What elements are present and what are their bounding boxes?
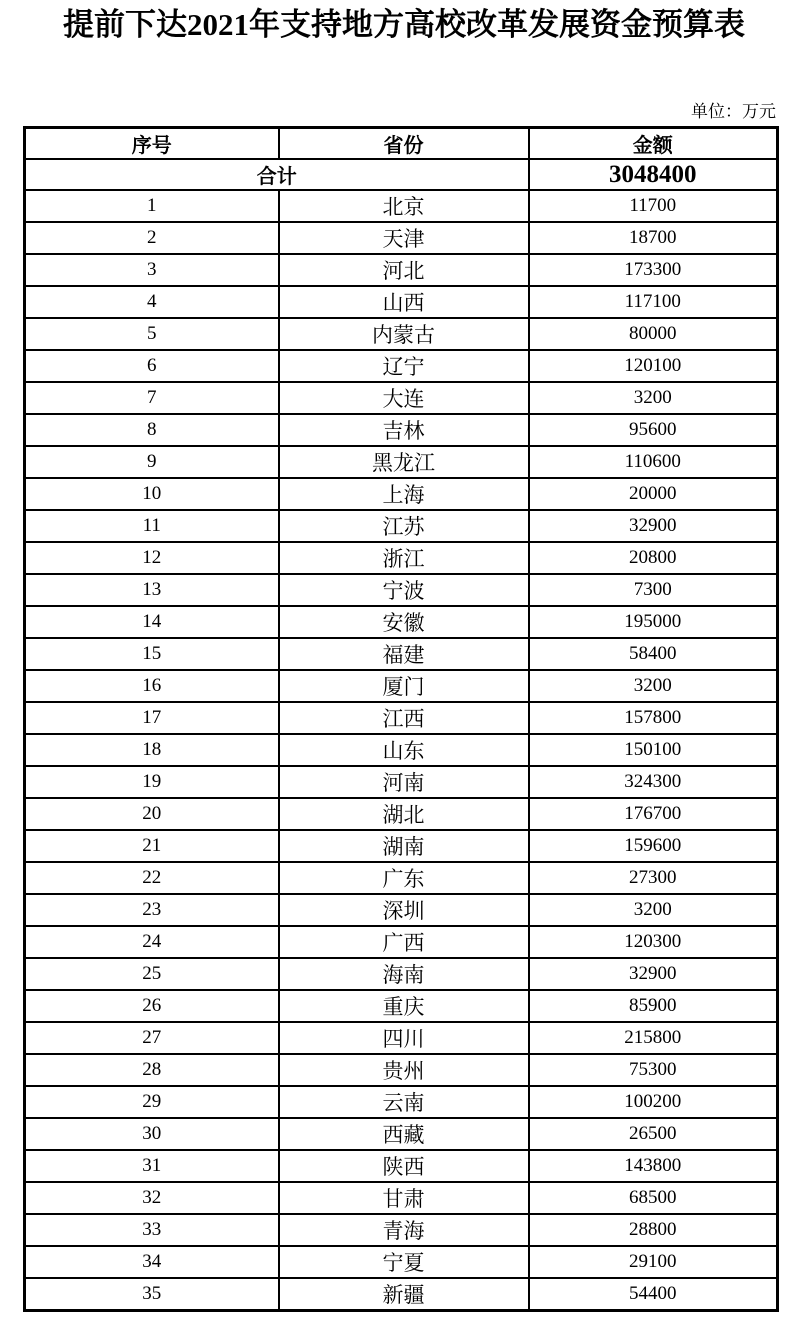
table-row [25,1150,778,1182]
table-row [25,510,778,542]
row-serial: 5 [25,318,279,350]
row-serial: 14 [25,606,279,638]
row-amount: 110600 [529,446,778,478]
row-serial: 29 [25,1086,279,1118]
row-serial: 19 [25,766,279,798]
row-amount: 143800 [529,1150,778,1182]
row-province: 江苏 [279,510,529,542]
table-row [25,478,778,510]
row-province: 新疆 [279,1278,529,1311]
row-province: 内蒙古 [279,318,529,350]
table-row [25,702,778,734]
row-serial: 16 [25,670,279,702]
row-province: 福建 [279,638,529,670]
row-province: 宁夏 [279,1246,529,1278]
column-header-amount: 金额 [529,128,778,160]
table-row [25,446,778,478]
row-province: 浙江 [279,542,529,574]
row-province: 广西 [279,926,529,958]
row-province: 西藏 [279,1118,529,1150]
table-row [25,766,778,798]
table-row [25,1086,778,1118]
table-row [25,190,778,222]
table-row [25,254,778,286]
row-province: 广东 [279,862,529,894]
row-province: 厦门 [279,670,529,702]
table-row [25,542,778,574]
row-amount: 120100 [529,350,778,382]
row-amount: 117100 [529,286,778,318]
row-amount: 3200 [529,670,778,702]
row-serial: 22 [25,862,279,894]
row-serial: 8 [25,414,279,446]
row-amount: 159600 [529,830,778,862]
row-province: 湖北 [279,798,529,830]
row-province: 陕西 [279,1150,529,1182]
row-amount: 18700 [529,222,778,254]
table-row [25,734,778,766]
row-serial: 34 [25,1246,279,1278]
row-serial: 17 [25,702,279,734]
table-row [25,318,778,350]
row-amount: 176700 [529,798,778,830]
row-amount: 120300 [529,926,778,958]
row-province: 云南 [279,1086,529,1118]
row-amount: 80000 [529,318,778,350]
row-province: 重庆 [279,990,529,1022]
row-province: 山西 [279,286,529,318]
row-province: 海南 [279,958,529,990]
row-serial: 6 [25,350,279,382]
row-serial: 3 [25,254,279,286]
table-row [25,1246,778,1278]
row-amount: 3200 [529,382,778,414]
row-province: 北京 [279,190,529,222]
row-serial: 18 [25,734,279,766]
row-province: 辽宁 [279,350,529,382]
row-amount: 11700 [529,190,778,222]
row-amount: 173300 [529,254,778,286]
row-amount: 68500 [529,1182,778,1214]
table-row [25,1278,778,1311]
row-amount: 215800 [529,1022,778,1054]
row-amount: 32900 [529,510,778,542]
table-row [25,222,778,254]
row-amount: 20000 [529,478,778,510]
table-row [25,286,778,318]
row-province: 甘肃 [279,1182,529,1214]
row-serial: 12 [25,542,279,574]
row-amount: 29100 [529,1246,778,1278]
row-serial: 7 [25,382,279,414]
table-row [25,638,778,670]
budget-table [23,126,779,1312]
row-province: 四川 [279,1022,529,1054]
table-row [25,1118,778,1150]
page-title: 提前下达2021年支持地方高校改革发展资金预算表 [63,7,745,42]
table-row [25,894,778,926]
row-serial: 25 [25,958,279,990]
total-label: 合计 [25,159,529,190]
total-row [25,159,778,190]
row-serial: 23 [25,894,279,926]
row-serial: 11 [25,510,279,542]
row-province: 大连 [279,382,529,414]
row-province: 上海 [279,478,529,510]
table-row [25,1022,778,1054]
row-serial: 31 [25,1150,279,1182]
row-amount: 20800 [529,542,778,574]
row-serial: 26 [25,990,279,1022]
row-serial: 35 [25,1278,279,1311]
unit-note: 单位：万元 [691,102,776,121]
row-amount: 85900 [529,990,778,1022]
row-serial: 13 [25,574,279,606]
table-row [25,958,778,990]
row-amount: 95600 [529,414,778,446]
row-amount: 157800 [529,702,778,734]
table-row [25,926,778,958]
document-sheet [23,102,776,1312]
row-province: 深圳 [279,894,529,926]
row-province: 青海 [279,1214,529,1246]
row-amount: 7300 [529,574,778,606]
row-serial: 15 [25,638,279,670]
row-serial: 9 [25,446,279,478]
table-row [25,382,778,414]
table-row [25,830,778,862]
row-serial: 30 [25,1118,279,1150]
row-amount: 3200 [529,894,778,926]
row-province: 江西 [279,702,529,734]
row-amount: 28800 [529,1214,778,1246]
row-amount: 75300 [529,1054,778,1086]
row-serial: 21 [25,830,279,862]
row-province: 黑龙江 [279,446,529,478]
table-row [25,1054,778,1086]
row-province: 河南 [279,766,529,798]
table-row [25,990,778,1022]
row-amount: 58400 [529,638,778,670]
table-row [25,1182,778,1214]
row-serial: 32 [25,1182,279,1214]
table-row [25,798,778,830]
row-province: 安徽 [279,606,529,638]
row-province: 湖南 [279,830,529,862]
table-body [25,159,778,1311]
row-amount: 150100 [529,734,778,766]
row-serial: 2 [25,222,279,254]
column-header-serial: 序号 [25,128,279,160]
row-province: 吉林 [279,414,529,446]
table-row [25,862,778,894]
row-amount: 27300 [529,862,778,894]
row-province: 贵州 [279,1054,529,1086]
header-row [25,128,778,160]
row-amount: 324300 [529,766,778,798]
column-header-province: 省份 [279,128,529,160]
row-province: 天津 [279,222,529,254]
total-amount: 3048400 [529,159,778,190]
row-serial: 24 [25,926,279,958]
table-row [25,1214,778,1246]
row-amount: 54400 [529,1278,778,1311]
row-serial: 33 [25,1214,279,1246]
table-row [25,574,778,606]
row-amount: 26500 [529,1118,778,1150]
table-row [25,670,778,702]
row-serial: 28 [25,1054,279,1086]
row-province: 宁波 [279,574,529,606]
row-amount: 32900 [529,958,778,990]
row-amount: 100200 [529,1086,778,1118]
table-row [25,414,778,446]
table-row [25,350,778,382]
table-row [25,606,778,638]
row-province: 山东 [279,734,529,766]
row-serial: 10 [25,478,279,510]
row-province: 河北 [279,254,529,286]
row-serial: 20 [25,798,279,830]
row-amount: 195000 [529,606,778,638]
row-serial: 27 [25,1022,279,1054]
row-serial: 1 [25,190,279,222]
row-serial: 4 [25,286,279,318]
